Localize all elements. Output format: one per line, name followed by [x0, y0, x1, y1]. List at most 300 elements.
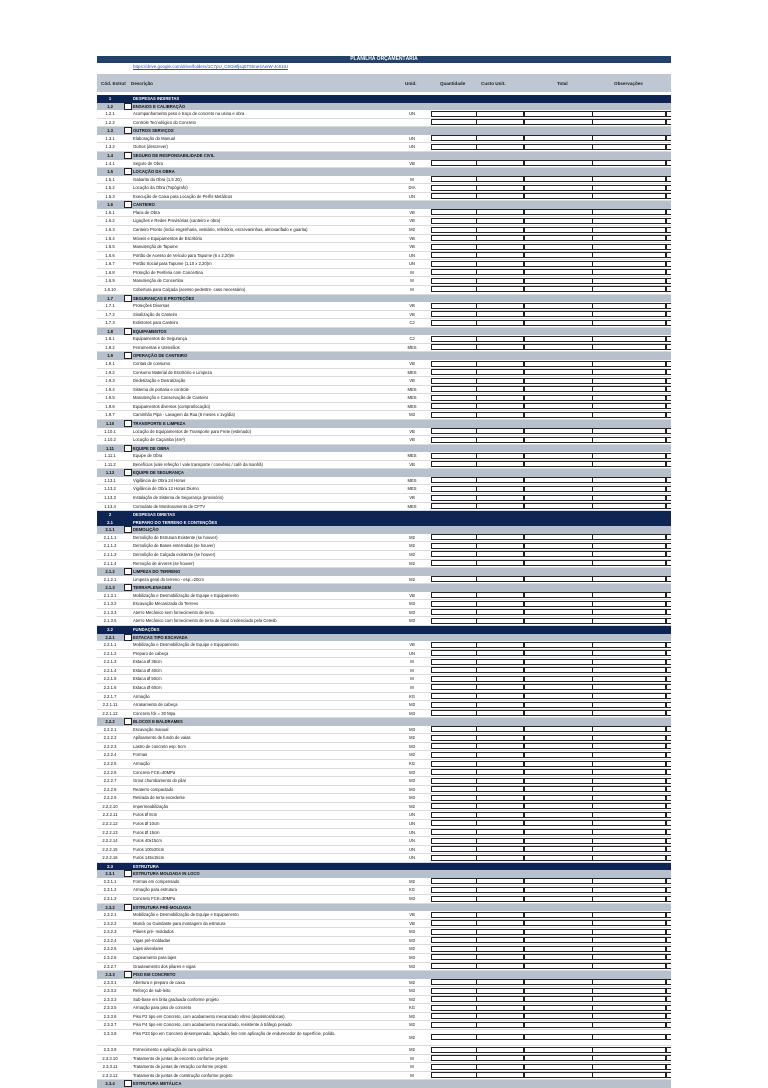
observations-cell[interactable]: [666, 954, 671, 960]
observations-cell[interactable]: [666, 551, 671, 557]
quantity-cell[interactable]: [431, 244, 477, 250]
unit-cost-cell[interactable]: [476, 963, 524, 969]
quantity-cell[interactable]: [431, 477, 477, 483]
quantity-cell[interactable]: [431, 218, 477, 224]
unit-cost-cell[interactable]: [476, 979, 524, 985]
unit-cost-cell[interactable]: [476, 193, 524, 199]
observations-cell[interactable]: [666, 278, 671, 284]
observations-cell[interactable]: [666, 778, 671, 784]
unit-cost-cell[interactable]: [476, 1064, 524, 1070]
quantity-cell[interactable]: [431, 1055, 477, 1061]
extra-cell[interactable]: [592, 1047, 666, 1053]
unit-cost-cell[interactable]: [476, 710, 524, 716]
observations-cell[interactable]: [666, 453, 671, 459]
quantity-cell[interactable]: [431, 838, 477, 844]
extra-cell[interactable]: [592, 1022, 666, 1028]
quantity-cell[interactable]: [431, 912, 477, 918]
extra-cell[interactable]: [592, 676, 666, 682]
unit-cost-cell[interactable]: [476, 503, 524, 509]
quantity-cell[interactable]: [431, 1013, 477, 1019]
extra-cell[interactable]: [592, 829, 666, 835]
quantity-cell[interactable]: [431, 946, 477, 952]
quantity-cell[interactable]: [431, 592, 477, 598]
extra-cell[interactable]: [592, 386, 666, 392]
extra-cell[interactable]: [592, 642, 666, 648]
total-cell[interactable]: [524, 486, 593, 492]
row-checkbox[interactable]: [124, 1080, 132, 1087]
total-cell[interactable]: [524, 160, 593, 166]
row-checkbox[interactable]: [124, 168, 132, 175]
quantity-cell[interactable]: [431, 551, 477, 557]
extra-cell[interactable]: [592, 369, 666, 375]
row-checkbox[interactable]: [124, 584, 132, 591]
total-cell[interactable]: [524, 560, 593, 566]
extra-cell[interactable]: [592, 1055, 666, 1061]
unit-cost-cell[interactable]: [476, 495, 524, 501]
quantity-cell[interactable]: [431, 252, 477, 258]
observations-cell[interactable]: [666, 820, 671, 826]
total-cell[interactable]: [524, 676, 593, 682]
total-cell[interactable]: [524, 1072, 593, 1078]
observations-cell[interactable]: [666, 752, 671, 758]
total-cell[interactable]: [524, 1022, 593, 1028]
total-cell[interactable]: [524, 786, 593, 792]
unit-cost-cell[interactable]: [476, 838, 524, 844]
extra-cell[interactable]: [592, 684, 666, 690]
total-cell[interactable]: [524, 477, 593, 483]
quantity-cell[interactable]: [431, 803, 477, 809]
unit-cost-cell[interactable]: [476, 176, 524, 182]
quantity-cell[interactable]: [431, 963, 477, 969]
observations-cell[interactable]: [666, 477, 671, 483]
observations-cell[interactable]: [666, 320, 671, 326]
row-checkbox[interactable]: [124, 152, 132, 159]
quantity-cell[interactable]: [431, 193, 477, 199]
quantity-cell[interactable]: [431, 795, 477, 801]
unit-cost-cell[interactable]: [476, 144, 524, 150]
extra-cell[interactable]: [592, 838, 666, 844]
quantity-cell[interactable]: [431, 1022, 477, 1028]
observations-cell[interactable]: [666, 601, 671, 607]
unit-cost-cell[interactable]: [476, 437, 524, 443]
unit-cost-cell[interactable]: [476, 286, 524, 292]
quantity-cell[interactable]: [431, 235, 477, 241]
total-cell[interactable]: [524, 209, 593, 215]
total-cell[interactable]: [524, 412, 593, 418]
extra-cell[interactable]: [592, 912, 666, 918]
total-cell[interactable]: [524, 437, 593, 443]
observations-cell[interactable]: [666, 642, 671, 648]
quantity-cell[interactable]: [431, 403, 477, 409]
row-checkbox[interactable]: [124, 971, 132, 978]
observations-cell[interactable]: [666, 303, 671, 309]
quantity-cell[interactable]: [431, 684, 477, 690]
unit-cost-cell[interactable]: [476, 601, 524, 607]
unit-cost-cell[interactable]: [476, 676, 524, 682]
total-cell[interactable]: [524, 111, 593, 117]
observations-cell[interactable]: [666, 878, 671, 884]
unit-cost-cell[interactable]: [476, 235, 524, 241]
unit-cost-cell[interactable]: [476, 1005, 524, 1011]
total-cell[interactable]: [524, 769, 593, 775]
total-cell[interactable]: [524, 920, 593, 926]
unit-cost-cell[interactable]: [476, 1055, 524, 1061]
total-cell[interactable]: [524, 503, 593, 509]
total-cell[interactable]: [524, 963, 593, 969]
total-cell[interactable]: [524, 185, 593, 191]
quantity-cell[interactable]: [431, 937, 477, 943]
total-cell[interactable]: [524, 838, 593, 844]
row-checkbox[interactable]: [124, 634, 132, 641]
total-cell[interactable]: [524, 988, 593, 994]
total-cell[interactable]: [524, 534, 593, 540]
extra-cell[interactable]: [592, 786, 666, 792]
quantity-cell[interactable]: [431, 642, 477, 648]
unit-cost-cell[interactable]: [476, 761, 524, 767]
extra-cell[interactable]: [592, 286, 666, 292]
total-cell[interactable]: [524, 495, 593, 501]
extra-cell[interactable]: [592, 235, 666, 241]
total-cell[interactable]: [524, 403, 593, 409]
total-cell[interactable]: [524, 929, 593, 935]
extra-cell[interactable]: [592, 592, 666, 598]
unit-cost-cell[interactable]: [476, 803, 524, 809]
unit-cost-cell[interactable]: [476, 855, 524, 861]
observations-cell[interactable]: [666, 286, 671, 292]
extra-cell[interactable]: [592, 659, 666, 665]
unit-cost-cell[interactable]: [476, 261, 524, 267]
row-checkbox[interactable]: [124, 904, 132, 911]
unit-cost-cell[interactable]: [476, 659, 524, 665]
quantity-cell[interactable]: [431, 996, 477, 1002]
quantity-cell[interactable]: [431, 278, 477, 284]
extra-cell[interactable]: [592, 144, 666, 150]
unit-cost-cell[interactable]: [476, 937, 524, 943]
observations-cell[interactable]: [666, 503, 671, 509]
extra-cell[interactable]: [592, 896, 666, 902]
observations-cell[interactable]: [666, 829, 671, 835]
observations-cell[interactable]: [666, 185, 671, 191]
extra-cell[interactable]: [592, 303, 666, 309]
extra-cell[interactable]: [592, 820, 666, 826]
unit-cost-cell[interactable]: [476, 135, 524, 141]
total-cell[interactable]: [524, 650, 593, 656]
extra-cell[interactable]: [592, 735, 666, 741]
row-checkbox[interactable]: [124, 469, 132, 476]
observations-cell[interactable]: [666, 684, 671, 690]
observations-cell[interactable]: [666, 812, 671, 818]
extra-cell[interactable]: [592, 495, 666, 501]
observations-cell[interactable]: [666, 218, 671, 224]
extra-cell[interactable]: [592, 336, 666, 342]
total-cell[interactable]: [524, 726, 593, 732]
extra-cell[interactable]: [592, 618, 666, 624]
observations-cell[interactable]: [666, 846, 671, 852]
quantity-cell[interactable]: [431, 693, 477, 699]
total-cell[interactable]: [524, 659, 593, 665]
extra-cell[interactable]: [592, 937, 666, 943]
extra-cell[interactable]: [592, 160, 666, 166]
total-cell[interactable]: [524, 252, 593, 258]
total-cell[interactable]: [524, 269, 593, 275]
quantity-cell[interactable]: [431, 369, 477, 375]
quantity-cell[interactable]: [431, 609, 477, 615]
quantity-cell[interactable]: [431, 560, 477, 566]
total-cell[interactable]: [524, 601, 593, 607]
extra-cell[interactable]: [592, 428, 666, 434]
observations-cell[interactable]: [666, 160, 671, 166]
unit-cost-cell[interactable]: [476, 887, 524, 893]
observations-cell[interactable]: [666, 111, 671, 117]
extra-cell[interactable]: [592, 693, 666, 699]
observations-cell[interactable]: [666, 963, 671, 969]
observations-cell[interactable]: [666, 618, 671, 624]
observations-cell[interactable]: [666, 996, 671, 1002]
observations-cell[interactable]: [666, 786, 671, 792]
observations-cell[interactable]: [666, 912, 671, 918]
quantity-cell[interactable]: [431, 144, 477, 150]
total-cell[interactable]: [524, 803, 593, 809]
observations-cell[interactable]: [666, 743, 671, 749]
unit-cost-cell[interactable]: [476, 369, 524, 375]
unit-cost-cell[interactable]: [476, 812, 524, 818]
observations-cell[interactable]: [666, 576, 671, 582]
unit-cost-cell[interactable]: [476, 278, 524, 284]
row-checkbox[interactable]: [124, 328, 132, 335]
total-cell[interactable]: [524, 979, 593, 985]
observations-cell[interactable]: [666, 386, 671, 392]
quantity-cell[interactable]: [431, 160, 477, 166]
quantity-cell[interactable]: [431, 269, 477, 275]
quantity-cell[interactable]: [431, 601, 477, 607]
quantity-cell[interactable]: [431, 676, 477, 682]
extra-cell[interactable]: [592, 1064, 666, 1070]
unit-cost-cell[interactable]: [476, 592, 524, 598]
observations-cell[interactable]: [666, 609, 671, 615]
observations-cell[interactable]: [666, 979, 671, 985]
unit-cost-cell[interactable]: [476, 227, 524, 233]
unit-cost-cell[interactable]: [476, 1013, 524, 1019]
extra-cell[interactable]: [592, 878, 666, 884]
total-cell[interactable]: [524, 684, 593, 690]
quantity-cell[interactable]: [431, 820, 477, 826]
unit-cost-cell[interactable]: [476, 752, 524, 758]
extra-cell[interactable]: [592, 812, 666, 818]
unit-cost-cell[interactable]: [476, 551, 524, 557]
quantity-cell[interactable]: [431, 386, 477, 392]
row-checkbox[interactable]: [124, 445, 132, 452]
unit-cost-cell[interactable]: [476, 486, 524, 492]
quantity-cell[interactable]: [431, 988, 477, 994]
unit-cost-cell[interactable]: [476, 795, 524, 801]
extra-cell[interactable]: [592, 667, 666, 673]
quantity-cell[interactable]: [431, 659, 477, 665]
unit-cost-cell[interactable]: [476, 996, 524, 1002]
total-cell[interactable]: [524, 1047, 593, 1053]
total-cell[interactable]: [524, 286, 593, 292]
observations-cell[interactable]: [666, 534, 671, 540]
unit-cost-cell[interactable]: [476, 361, 524, 367]
extra-cell[interactable]: [592, 601, 666, 607]
extra-cell[interactable]: [592, 453, 666, 459]
unit-cost-cell[interactable]: [476, 1022, 524, 1028]
extra-cell[interactable]: [592, 185, 666, 191]
extra-cell[interactable]: [592, 769, 666, 775]
quantity-cell[interactable]: [431, 650, 477, 656]
unit-cost-cell[interactable]: [476, 1072, 524, 1078]
total-cell[interactable]: [524, 743, 593, 749]
observations-cell[interactable]: [666, 946, 671, 952]
quantity-cell[interactable]: [431, 710, 477, 716]
observations-cell[interactable]: [666, 1022, 671, 1028]
total-cell[interactable]: [524, 176, 593, 182]
extra-cell[interactable]: [592, 344, 666, 350]
quantity-cell[interactable]: [431, 135, 477, 141]
quantity-cell[interactable]: [431, 829, 477, 835]
observations-cell[interactable]: [666, 135, 671, 141]
total-cell[interactable]: [524, 135, 593, 141]
observations-cell[interactable]: [666, 344, 671, 350]
quantity-cell[interactable]: [431, 1072, 477, 1078]
quantity-cell[interactable]: [431, 185, 477, 191]
unit-cost-cell[interactable]: [476, 461, 524, 467]
observations-cell[interactable]: [666, 1047, 671, 1053]
row-checkbox[interactable]: [124, 420, 132, 427]
extra-cell[interactable]: [592, 176, 666, 182]
observations-cell[interactable]: [666, 235, 671, 241]
extra-cell[interactable]: [592, 702, 666, 708]
extra-cell[interactable]: [592, 395, 666, 401]
unit-cost-cell[interactable]: [476, 576, 524, 582]
extra-cell[interactable]: [592, 855, 666, 861]
extra-cell[interactable]: [592, 135, 666, 141]
row-checkbox[interactable]: [124, 352, 132, 359]
unit-cost-cell[interactable]: [476, 642, 524, 648]
unit-cost-cell[interactable]: [476, 684, 524, 690]
total-cell[interactable]: [524, 702, 593, 708]
observations-cell[interactable]: [666, 659, 671, 665]
unit-cost-cell[interactable]: [476, 954, 524, 960]
quantity-cell[interactable]: [431, 887, 477, 893]
unit-cost-cell[interactable]: [476, 829, 524, 835]
unit-cost-cell[interactable]: [476, 735, 524, 741]
unit-cost-cell[interactable]: [476, 912, 524, 918]
total-cell[interactable]: [524, 795, 593, 801]
quantity-cell[interactable]: [431, 878, 477, 884]
quantity-cell[interactable]: [431, 920, 477, 926]
observations-cell[interactable]: [666, 176, 671, 182]
total-cell[interactable]: [524, 735, 593, 741]
unit-cost-cell[interactable]: [476, 412, 524, 418]
quantity-cell[interactable]: [431, 412, 477, 418]
observations-cell[interactable]: [666, 676, 671, 682]
extra-cell[interactable]: [592, 1005, 666, 1011]
extra-cell[interactable]: [592, 929, 666, 935]
quantity-cell[interactable]: [431, 979, 477, 985]
extra-cell[interactable]: [592, 503, 666, 509]
quantity-cell[interactable]: [431, 618, 477, 624]
total-cell[interactable]: [524, 303, 593, 309]
unit-cost-cell[interactable]: [476, 185, 524, 191]
observations-cell[interactable]: [666, 726, 671, 732]
row-checkbox[interactable]: [124, 870, 132, 877]
extra-cell[interactable]: [592, 1034, 666, 1040]
extra-cell[interactable]: [592, 946, 666, 952]
observations-cell[interactable]: [666, 838, 671, 844]
observations-cell[interactable]: [666, 336, 671, 342]
total-cell[interactable]: [524, 576, 593, 582]
unit-cost-cell[interactable]: [476, 778, 524, 784]
quantity-cell[interactable]: [431, 461, 477, 467]
observations-cell[interactable]: [666, 937, 671, 943]
unit-cost-cell[interactable]: [476, 878, 524, 884]
extra-cell[interactable]: [592, 887, 666, 893]
quantity-cell[interactable]: [431, 761, 477, 767]
total-cell[interactable]: [524, 896, 593, 902]
extra-cell[interactable]: [592, 311, 666, 317]
quantity-cell[interactable]: [431, 111, 477, 117]
unit-cost-cell[interactable]: [476, 1034, 524, 1040]
total-cell[interactable]: [524, 820, 593, 826]
quantity-cell[interactable]: [431, 176, 477, 182]
observations-cell[interactable]: [666, 244, 671, 250]
observations-cell[interactable]: [666, 920, 671, 926]
total-cell[interactable]: [524, 227, 593, 233]
extra-cell[interactable]: [592, 954, 666, 960]
quantity-cell[interactable]: [431, 855, 477, 861]
quantity-cell[interactable]: [431, 846, 477, 852]
unit-cost-cell[interactable]: [476, 667, 524, 673]
total-cell[interactable]: [524, 1034, 593, 1040]
extra-cell[interactable]: [592, 710, 666, 716]
extra-cell[interactable]: [592, 119, 666, 125]
unit-cost-cell[interactable]: [476, 403, 524, 409]
observations-cell[interactable]: [666, 735, 671, 741]
observations-cell[interactable]: [666, 887, 671, 893]
extra-cell[interactable]: [592, 979, 666, 985]
unit-cost-cell[interactable]: [476, 702, 524, 708]
quantity-cell[interactable]: [431, 428, 477, 434]
extra-cell[interactable]: [592, 193, 666, 199]
total-cell[interactable]: [524, 855, 593, 861]
quantity-cell[interactable]: [431, 896, 477, 902]
quantity-cell[interactable]: [431, 1034, 477, 1040]
observations-cell[interactable]: [666, 803, 671, 809]
extra-cell[interactable]: [592, 1013, 666, 1019]
unit-cost-cell[interactable]: [476, 269, 524, 275]
unit-cost-cell[interactable]: [476, 920, 524, 926]
total-cell[interactable]: [524, 710, 593, 716]
observations-cell[interactable]: [666, 592, 671, 598]
observations-cell[interactable]: [666, 543, 671, 549]
unit-cost-cell[interactable]: [476, 609, 524, 615]
total-cell[interactable]: [524, 320, 593, 326]
extra-cell[interactable]: [592, 996, 666, 1002]
observations-cell[interactable]: [666, 369, 671, 375]
unit-cost-cell[interactable]: [476, 534, 524, 540]
total-cell[interactable]: [524, 551, 593, 557]
total-cell[interactable]: [524, 954, 593, 960]
observations-cell[interactable]: [666, 311, 671, 317]
observations-cell[interactable]: [666, 795, 671, 801]
unit-cost-cell[interactable]: [476, 209, 524, 215]
quantity-cell[interactable]: [431, 543, 477, 549]
total-cell[interactable]: [524, 618, 593, 624]
total-cell[interactable]: [524, 235, 593, 241]
extra-cell[interactable]: [592, 963, 666, 969]
total-cell[interactable]: [524, 887, 593, 893]
total-cell[interactable]: [524, 778, 593, 784]
